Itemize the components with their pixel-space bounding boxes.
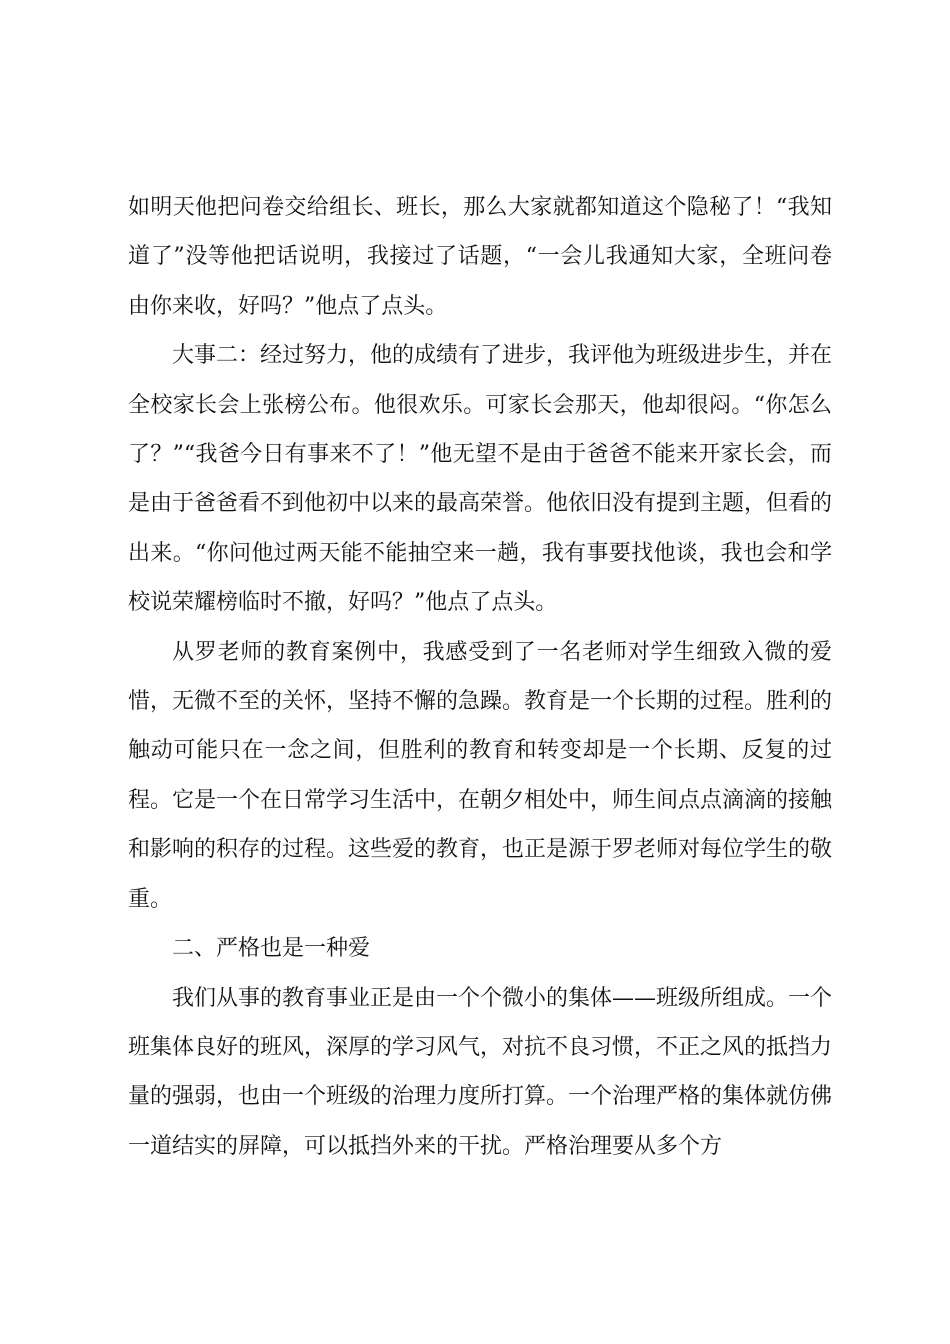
paragraph-strictness: 我们从事的教育事业正是由一个个微小的集体——班级所组成。一个班集体良好的班风，深厚的学习风气，对抗不良习惯，不正之风的抵挡力量的强弱，也由一个班级的治理力度所打算。一个治理严格的集体就仿佛一道结实的屏障，可以抵挡外来的干扰。严格治理要从多个方	[128, 985, 833, 1159]
section-heading: 二、严格也是一种爱	[172, 936, 371, 962]
paragraph-continuation: 如明天他把问卷交给组长、班长，那么大家就都知道这个隐秘了！“我知道了”没等他把话说明，我接过了话题，“一会儿我通知大家，全班问卷由你来收，好吗？”他点了点头。	[128, 195, 832, 319]
document-body	[128, 183, 832, 1171]
paragraph-event-two: 大事二：经过努力，他的成绩有了进步，我评他为班级进步生，并在全校家长会上张榜公布。他很欢乐。可家长会那天，他却很闷。“你怎么了？”“我爸今日有事来不了！”他无望不是由于爸爸不能来开家长会，而是由于爸爸看不到他初中以来的最高荣誉。他依旧没有提到主题，但看的出来。“你问他过两天能不能抽空来一趟，我有事要找他谈，我也会和学校说荣耀榜临时不撤，好吗？”他点了点头。	[128, 343, 833, 616]
paragraph-reflection: 从罗老师的教育案例中，我感受到了一名老师对学生细致入微的爱惜，无微不至的关怀，坚持不懈的急躁。教育是一个长期的过程。胜利的触动可能只在一念之间，但胜利的教育和转变却是一个长期、反复的过程。它是一个在日常学习生活中，在朝夕相处中，师生间点点滴滴的接触和影响的积存的过程。这些爱的教育，也正是源于罗老师对每位学生的敬重。	[128, 639, 833, 912]
